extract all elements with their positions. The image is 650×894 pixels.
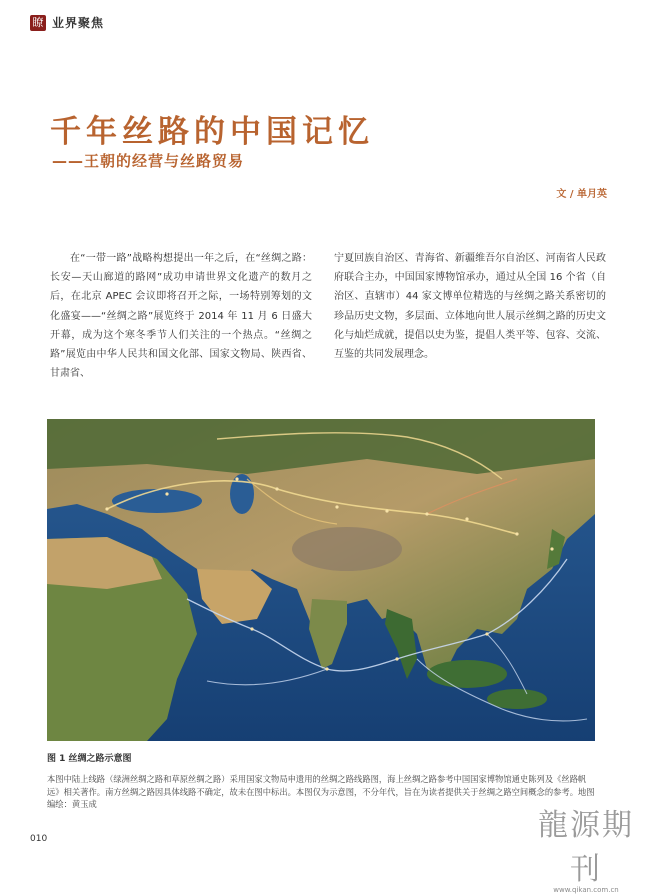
author-byline: 文 / 单月英 <box>556 189 607 200</box>
article-subtitle: ——王朝的经营与丝路贸易 <box>52 152 245 170</box>
watermark-logo-icon: 龍源期刊 <box>538 808 634 887</box>
section-label: 业界聚焦 <box>52 16 105 30</box>
figure-caption: 图 1 丝绸之路示意图 <box>47 754 132 764</box>
silk-road-map <box>47 419 595 741</box>
magazine-logo-icon: 瞭 <box>30 15 46 31</box>
watermark-url: www.qikan.com.cn <box>553 886 619 894</box>
article-title: 千年丝路的中国记忆 <box>50 114 374 150</box>
body-column-right <box>334 249 606 364</box>
watermark <box>536 800 636 894</box>
map-illustration <box>47 419 595 741</box>
figure-note: 本图中陆上线路（绿洲丝绸之路和草原丝绸之路）采用国家文物局申遗用的丝绸之路线路图，海上丝绸之路参考中国国家博物馆通史陈列及《丝路帆远》相关著作。南方丝绸之路因具体线路不确定，故未在图中标出。本图仅为示意图，不分年代，旨在为读者提供关于丝绸之路空间概念的参考。地图编绘：黄玉成 <box>47 774 595 809</box>
page-header <box>30 14 104 31</box>
page-number: 010 <box>30 834 48 844</box>
body-paragraph: 在“一带一路”战略构想提出一年之后，在“丝绸之路：长安—天山廊道的路网”成功申请世界文化遗产的数月之后，在北京 APEC 会议即将召开之际，一场特别筹划的文化盛宴——“丝绸之路”展览终于 2014 年 11 月 6 日盛大开幕，成为这个寒冬季节人们关注的一个热点。“丝绸之路”展览由中华人民共和国文化部、国家文物局、陕西省、甘肃省、 <box>50 253 312 380</box>
body-paragraph: 宁夏回族自治区、青海省、新疆维吾尔自治区、河南省人民政府联合主办，中国国家博物馆承办，通过从全国 16 个省（自治区、直辖市）44 家文博单位精选的与丝绸之路关系密切的珍品历史文物，多层面、立体地向世人展示丝绸之路的历史文化与灿烂成就，提倡以史为鉴，提倡人类平等、包容、交流、互鉴的共同发展理念。 <box>334 253 606 361</box>
body-column-left <box>50 249 312 383</box>
